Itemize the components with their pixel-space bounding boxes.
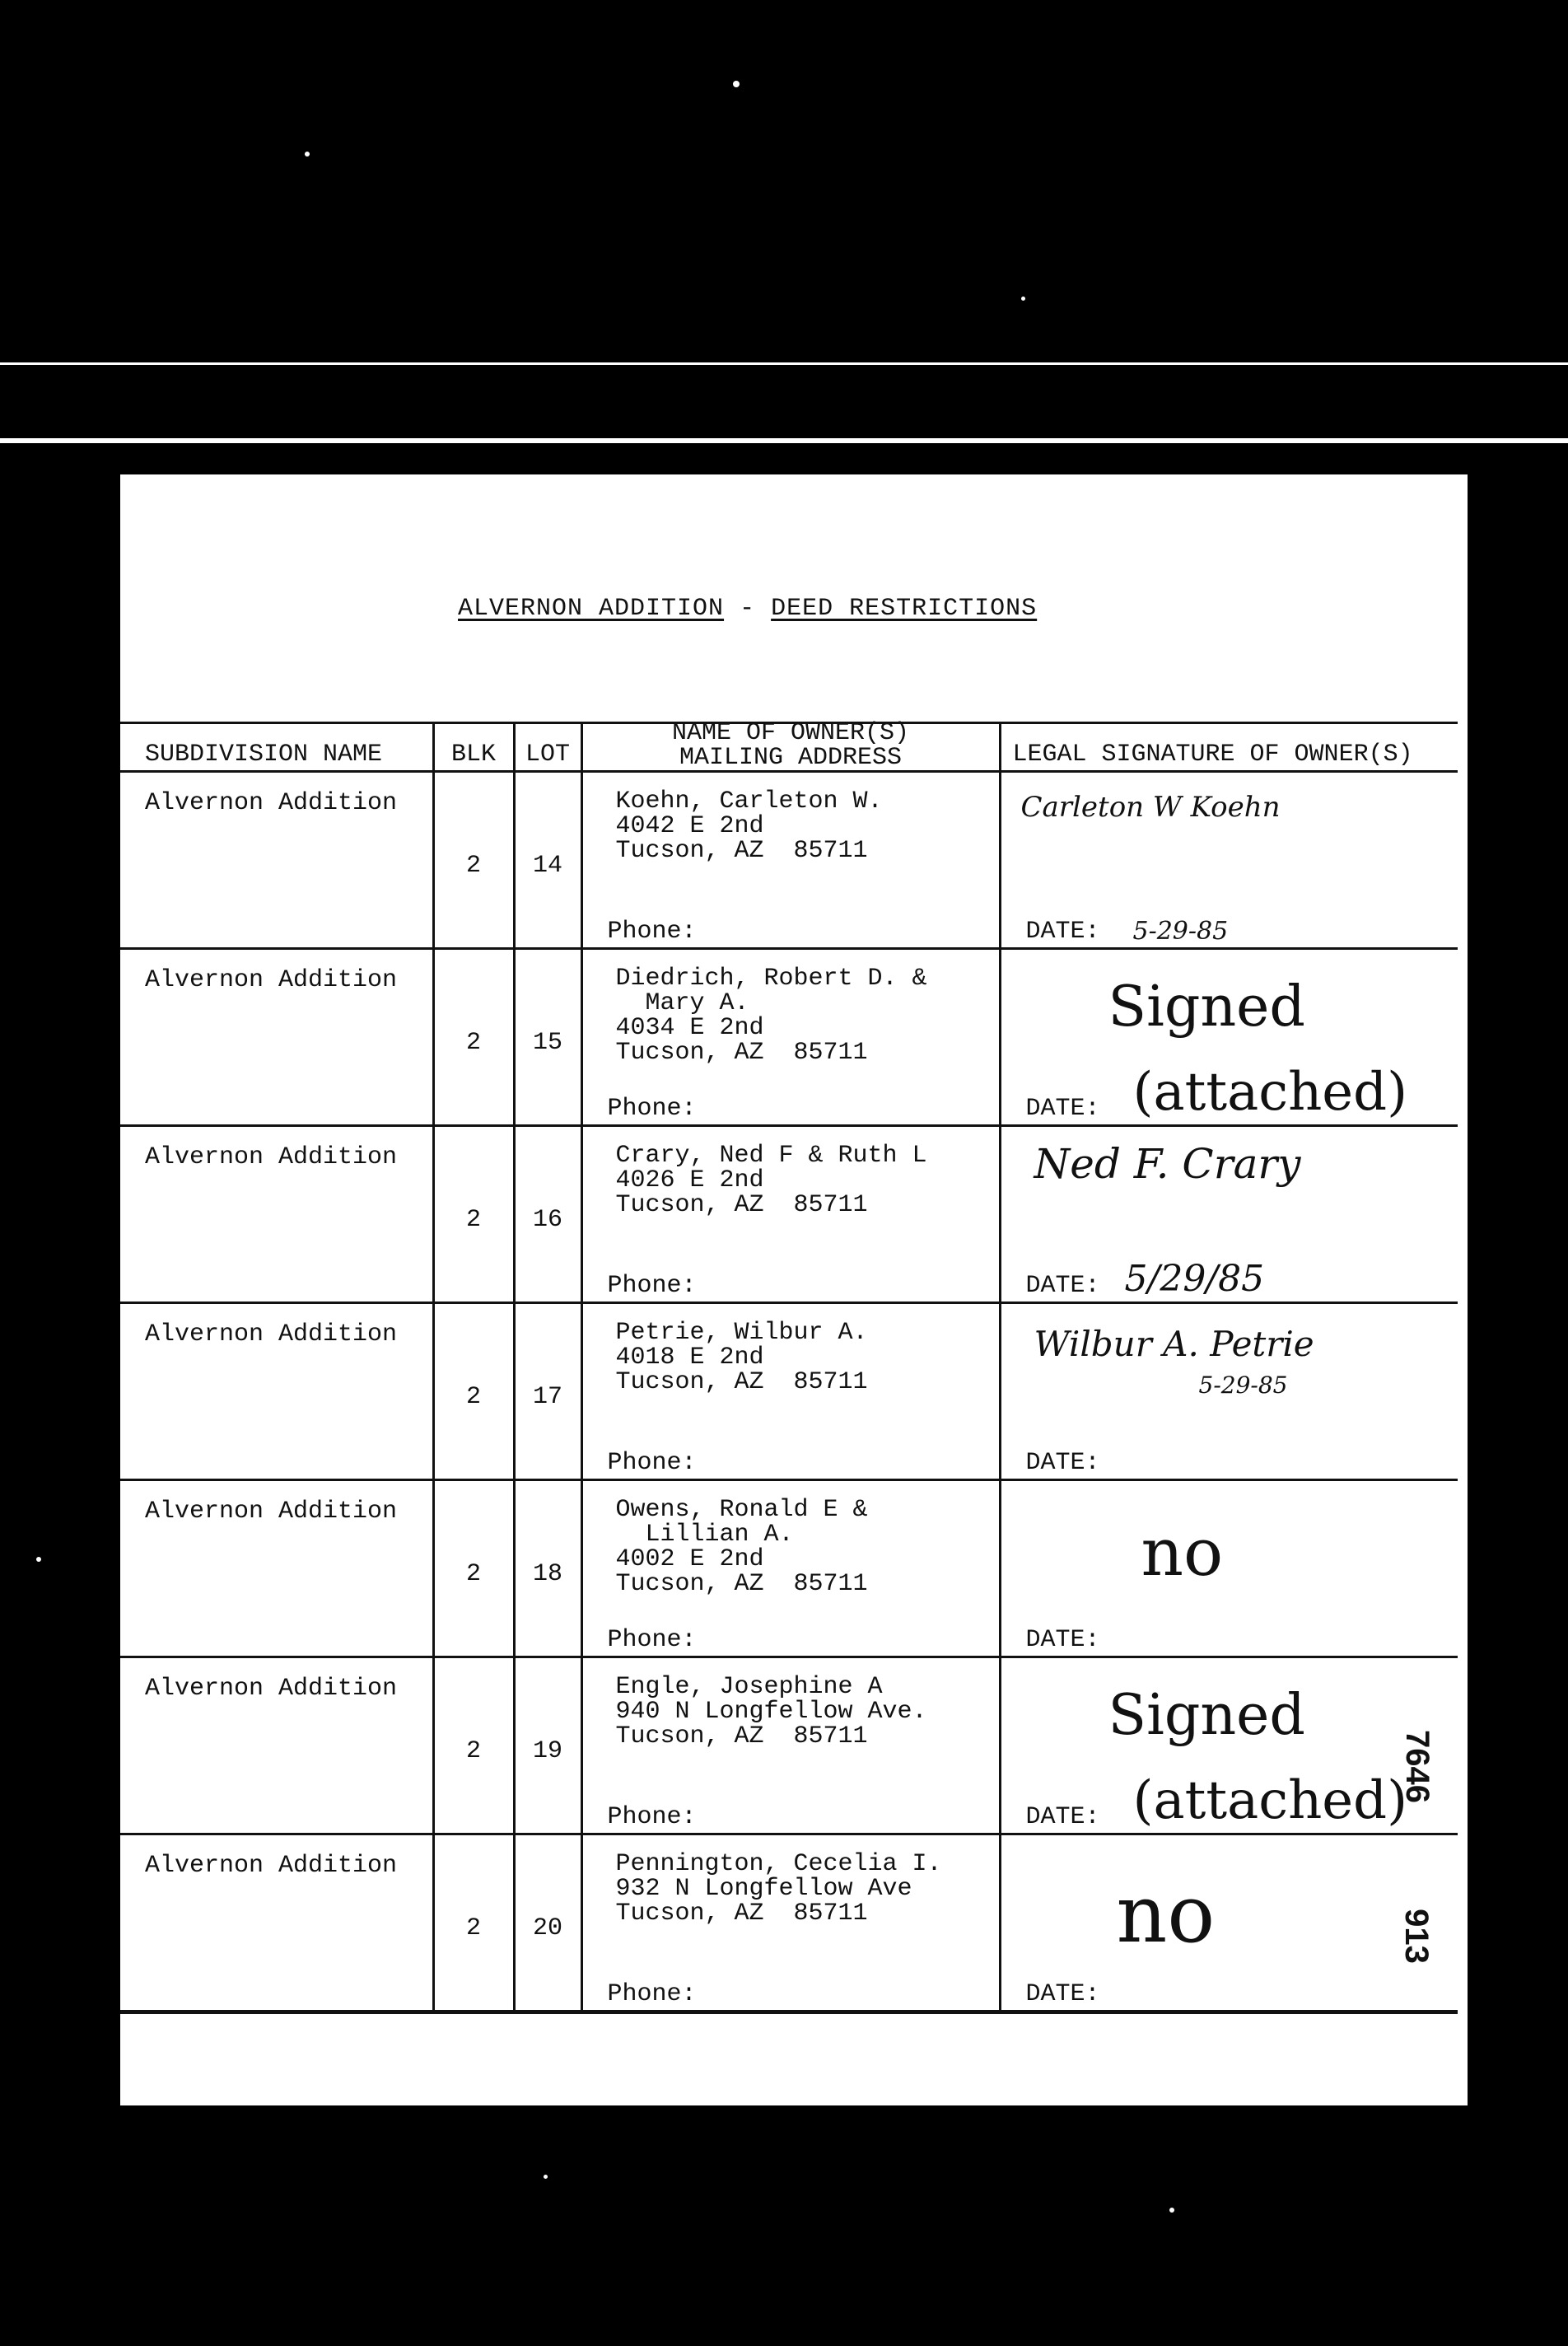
- blk-cell: 2: [433, 1480, 514, 1657]
- dust-speck: [1169, 2208, 1174, 2213]
- blk-cell: 2: [433, 1834, 514, 2012]
- owners-table: [120, 719, 1458, 2012]
- title-separator: -: [740, 595, 756, 623]
- table-row: [120, 949, 1458, 1126]
- table-row: [120, 1657, 1458, 1834]
- title-part-2: DEED RESTRICTIONS: [771, 595, 1038, 623]
- owner-cell: [581, 772, 1000, 949]
- date-label: DATE:: [1025, 918, 1100, 946]
- handwritten-date: 5-29-85: [1132, 917, 1229, 946]
- blk-cell: 2: [433, 1126, 514, 1303]
- table-row: [120, 772, 1458, 949]
- header-blk: BLK: [433, 723, 514, 772]
- handwritten-response: no: [1141, 1514, 1224, 1591]
- blk-cell: 2: [433, 772, 514, 949]
- phone-label: Phone:: [607, 918, 697, 946]
- handwritten-signature-date: 5-29-85: [1198, 1372, 1288, 1399]
- header-signature: LEGAL SIGNATURE OF OWNER(S): [1000, 723, 1458, 772]
- signature-cell: [1000, 1126, 1458, 1303]
- handwritten-date: (attached): [1132, 1062, 1408, 1123]
- handwritten-signature: Signed: [1108, 1683, 1305, 1748]
- blk-cell: 2: [433, 949, 514, 1126]
- date-label: DATE:: [1025, 1803, 1100, 1831]
- phone-label: Phone:: [607, 1449, 697, 1477]
- signature-cell: [1000, 1303, 1458, 1480]
- dust-speck: [544, 2175, 548, 2179]
- owner-cell: [581, 1480, 1000, 1657]
- phone-label: Phone:: [607, 1626, 697, 1654]
- header-owner-line2: MAILING ADDRESS: [679, 744, 903, 772]
- signature-cell: [1000, 772, 1458, 949]
- subdivision-cell: Alvernon Addition: [120, 1126, 433, 1303]
- lot-cell: 18: [514, 1480, 581, 1657]
- deed-form-sheet: [120, 474, 1468, 2105]
- scan-edge-line: [0, 438, 1568, 443]
- handwritten-date: 5/29/85: [1124, 1258, 1265, 1300]
- table-row: [120, 1480, 1458, 1657]
- handwritten-signature: Ned F. Crary: [1034, 1140, 1301, 1188]
- header-owner-line1: NAME OF OWNER(S): [671, 719, 910, 747]
- table-row: [120, 1303, 1458, 1480]
- lot-cell: 15: [514, 949, 581, 1126]
- signature-cell: [1000, 949, 1458, 1126]
- owner-text: Diedrich, Robert D. & Mary A. 4034 E 2nd Tucson, AZ 85711: [615, 965, 927, 1067]
- phone-label: Phone:: [607, 1272, 697, 1300]
- signature-cell: [1000, 1834, 1458, 2012]
- owner-text: Owens, Ronald E & Lillian A. 4002 E 2nd Tucson, AZ 85711: [615, 1496, 868, 1598]
- dust-speck: [36, 1557, 41, 1562]
- signature-cell: [1000, 1480, 1458, 1657]
- lot-cell: 19: [514, 1657, 581, 1834]
- signature-cell: [1000, 1657, 1458, 1834]
- phone-label: Phone:: [607, 1095, 697, 1123]
- lot-cell: 16: [514, 1126, 581, 1303]
- owner-text: Engle, Josephine A 940 N Longfellow Ave. Tucson, AZ 85711: [615, 1673, 927, 1750]
- form-title: [458, 595, 1037, 623]
- owner-cell: [581, 949, 1000, 1126]
- table-header-row: [120, 723, 1458, 772]
- date-label: DATE:: [1025, 1626, 1100, 1654]
- dust-speck: [733, 81, 740, 87]
- handwritten-response: no: [1116, 1868, 1216, 1960]
- date-label: DATE:: [1025, 1980, 1100, 2008]
- blk-cell: 2: [433, 1657, 514, 1834]
- table-row: [120, 1834, 1458, 2012]
- owner-cell: [581, 1126, 1000, 1303]
- table-row: [120, 1126, 1458, 1303]
- lot-cell: 14: [514, 772, 581, 949]
- handwritten-date: (attached): [1132, 1770, 1408, 1831]
- header-owner: [581, 719, 1000, 772]
- date-label: DATE:: [1025, 1449, 1100, 1477]
- header-lot: LOT: [514, 723, 581, 772]
- owner-text: Koehn, Carleton W. 4042 E 2nd Tucson, AZ 85711: [615, 787, 883, 865]
- owner-text: Pennington, Cecelia I. 932 N Longfellow Ave Tucson, AZ 85711: [615, 1850, 942, 1928]
- lot-cell: 20: [514, 1834, 581, 2012]
- blk-cell: 2: [433, 1303, 514, 1480]
- phone-label: Phone:: [607, 1980, 697, 2008]
- title-part-1: ALVERNON ADDITION: [458, 595, 725, 623]
- book-number-stamp: 7646: [1398, 1730, 1435, 1803]
- bottom-rule: [120, 2012, 1458, 2014]
- dust-speck: [1021, 297, 1025, 301]
- scan-edge-line: [0, 362, 1568, 365]
- lot-cell: 17: [514, 1303, 581, 1480]
- dust-speck: [305, 152, 310, 157]
- subdivision-cell: Alvernon Addition: [120, 1480, 433, 1657]
- owner-text: Crary, Ned F & Ruth L 4026 E 2nd Tucson, AZ 85711: [615, 1142, 927, 1219]
- owner-text: Petrie, Wilbur A. 4018 E 2nd Tucson, AZ 85711: [615, 1319, 868, 1396]
- handwritten-signature: Wilbur A. Petrie: [1034, 1324, 1314, 1364]
- subdivision-cell: Alvernon Addition: [120, 1303, 433, 1480]
- handwritten-signature: Carleton W Koehn: [1020, 791, 1281, 824]
- phone-label: Phone:: [607, 1803, 697, 1831]
- owner-cell: [581, 1834, 1000, 2012]
- subdivision-cell: Alvernon Addition: [120, 772, 433, 949]
- subdivision-cell: Alvernon Addition: [120, 1834, 433, 2012]
- owner-cell: [581, 1303, 1000, 1480]
- date-label: DATE:: [1025, 1272, 1100, 1300]
- owner-cell: [581, 1657, 1000, 1834]
- page-number-stamp: 913: [1398, 1909, 1435, 1964]
- date-label: DATE:: [1025, 1095, 1100, 1123]
- subdivision-cell: Alvernon Addition: [120, 1657, 433, 1834]
- handwritten-signature: Signed: [1108, 974, 1305, 1040]
- header-subdivision: SUBDIVISION NAME: [120, 723, 433, 772]
- subdivision-cell: Alvernon Addition: [120, 949, 433, 1126]
